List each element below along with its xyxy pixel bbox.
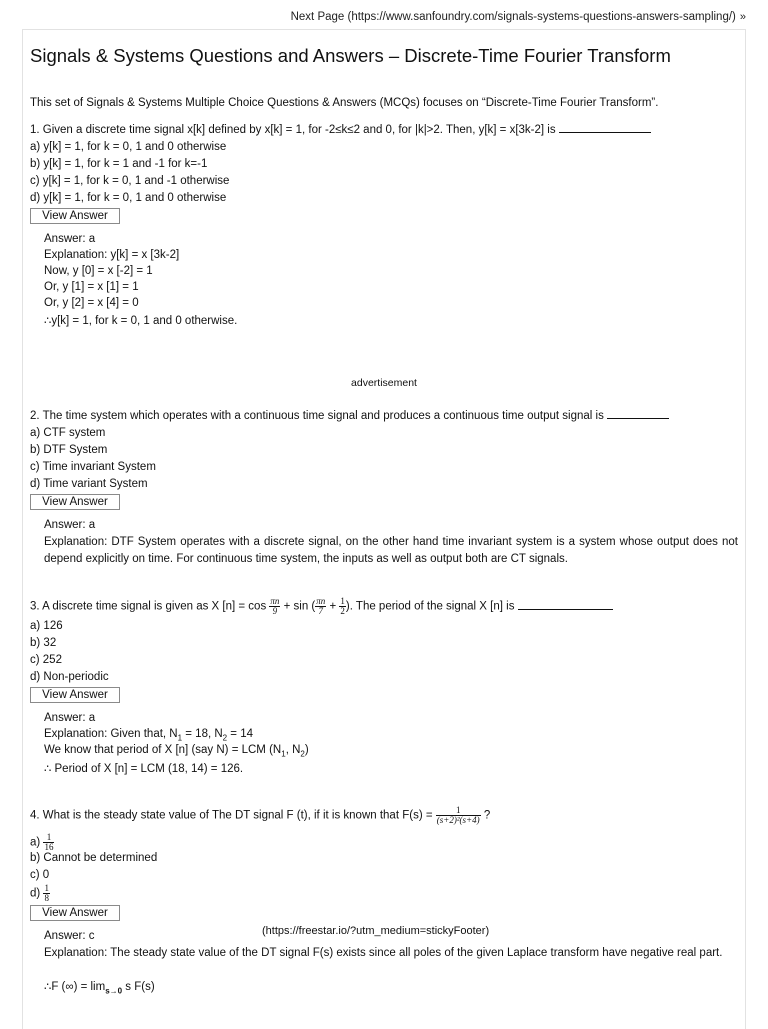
question-4-answer: Answer: c xyxy=(44,930,95,942)
question-1-answer: Answer: a xyxy=(44,233,96,245)
question-2-option-c: c) Time invariant System xyxy=(30,461,156,473)
question-1-option-a: a) y[k] = 1, for k = 0, 1 and 0 otherwise xyxy=(30,141,227,153)
question-1-option-b: b) y[k] = 1, for k = 1 and -1 for k=-1 xyxy=(30,158,208,170)
question-3-text xyxy=(30,597,613,616)
question-1-explanation-line: Or, y [1] = x [1] = 1 xyxy=(44,281,139,293)
question-4-explanation-line: ∴F (∞) = $\lim_{s\to 0} s$ F(s) xyxy=(44,981,155,996)
question-2-text xyxy=(30,410,669,422)
question-3-option-a: a) 126 xyxy=(30,620,63,632)
answer-blank xyxy=(607,418,669,419)
question-1-explanation-line: Explanation: y[k] = x [3k-2] xyxy=(44,249,180,261)
plus-sign: + xyxy=(329,600,337,613)
answer-blank xyxy=(559,132,651,133)
fraction-one-half: $\frac{1}{2}$ xyxy=(340,596,345,616)
page-title: Signals & Systems Questions and Answers – Discrete-Time Fourier Transform xyxy=(30,45,671,66)
question-1-text xyxy=(30,124,651,136)
question-3-stem-end: ). The period of the signal X [n] is xyxy=(345,600,515,613)
answer-blank xyxy=(518,609,613,610)
question-3-stem: 3. A discrete time signal is given as X [n] = cos xyxy=(30,600,267,613)
question-3-option-c: c) 252 xyxy=(30,654,62,666)
question-4-option-c: c) 0 xyxy=(30,869,50,881)
sticky-footer-link[interactable]: (https://freestar.io/?utm_medium=stickyFooter) xyxy=(262,925,490,937)
question-3-stem-mid: + sin ( xyxy=(283,600,316,613)
question-2-option-b: b) DTF System xyxy=(30,444,108,456)
question-4-option-d: d) $\frac{1}{8}$ xyxy=(30,883,49,903)
question-2-explanation: Explanation: DTF System operates with a discrete signal, on the other hand time invariant system is a system whose output does not depend explicitly on time. For continuous time system, the inputs as well as output both are CT signals. xyxy=(44,536,738,565)
question-2-option-a: a) CTF system xyxy=(30,427,106,439)
next-page-text[interactable]: Next Page (https://www.sanfoundry.com/signals-systems-questions-answers-sampling/) xyxy=(290,11,736,23)
page-intro: This set of Signals & Systems Multiple Choice Questions & Answers (MCQs) focuses on “Discrete-Time Fourier Transform”. xyxy=(30,97,659,109)
question-4-explanation: Explanation: The steady state value of the DT signal F(s) exists since all poles of the given Laplace transform have negative real part. xyxy=(44,947,723,959)
question-1-explanation-line: Now, y [0] = x [-2] = 1 xyxy=(44,265,153,277)
question-4-stem: 4. What is the steady state value of The DT signal F (t), if it is known that F(s) = xyxy=(30,809,433,822)
view-answer-button-4[interactable]: View Answer xyxy=(30,905,120,921)
question-3-answer: Answer: a xyxy=(44,712,96,724)
fraction-one-sixteenth: $\frac{1}{16}$ xyxy=(44,832,54,852)
question-4-stem-end: ? xyxy=(483,809,491,822)
question-2-option-d: d) Time variant System xyxy=(30,478,148,490)
question-3-option-b: b) 32 xyxy=(30,637,57,649)
question-3-explanation-line: ∴ Period of X [n] = LCM (18, 14) = 126. xyxy=(44,763,244,775)
fraction-transfer-function: $\frac{1}{\text{(s+2)²(s+4)}}$ xyxy=(436,805,480,825)
fraction-pi-n-over-9: $\frac{\pi n}{9}$ xyxy=(270,596,280,616)
question-1-explanation-line: ∴y[k] = 1, for k = 0, 1 and 0 otherwise. xyxy=(44,315,238,327)
question-4-option-b: b) Cannot be determined xyxy=(30,852,158,864)
advertisement-label: advertisement xyxy=(351,377,417,389)
question-1-explanation-line: Or, y [2] = x [4] = 0 xyxy=(44,297,139,309)
question-1-option-c: c) y[k] = 1, for k = 0, 1 and -1 otherwise xyxy=(30,175,230,187)
question-3-option-d: d) Non-periodic xyxy=(30,671,109,683)
view-answer-button-3[interactable]: View Answer xyxy=(30,687,120,703)
question-4-text xyxy=(30,806,490,825)
question-2-stem: 2. The time system which operates with a continuous time signal and produces a continuous time output signal is xyxy=(30,410,604,422)
question-4-option-a: a) $\frac{1}{16}$ xyxy=(30,832,54,852)
question-3-explanation-line: Explanation: Given that, $N_1 = 18$, $N_2 = 14$ xyxy=(44,728,254,743)
view-answer-button-1[interactable]: View Answer xyxy=(30,208,120,224)
fraction-pi-n-over-7: $\frac{\pi n}{7}$ xyxy=(316,596,326,616)
next-page-link[interactable] xyxy=(291,11,746,23)
question-1-option-d: d) y[k] = 1, for k = 0, 1 and 0 otherwise xyxy=(30,192,227,204)
question-3-explanation-line: We know that period of X [n] (say N) = LCM ($N_1$, $N_2$) xyxy=(44,744,309,759)
question-2-answer: Answer: a xyxy=(44,519,96,531)
double-chevron-right-icon[interactable]: » xyxy=(739,11,746,23)
fraction-one-eighth: $\frac{1}{8}$ xyxy=(44,883,49,903)
view-answer-button-2[interactable]: View Answer xyxy=(30,494,120,510)
question-1-stem: 1. Given a discrete time signal x[k] defined by x[k] = 1, for -2≤k≤2 and 0, for |k|>2. Then, y[k] = x[3k-2] is xyxy=(30,124,556,136)
